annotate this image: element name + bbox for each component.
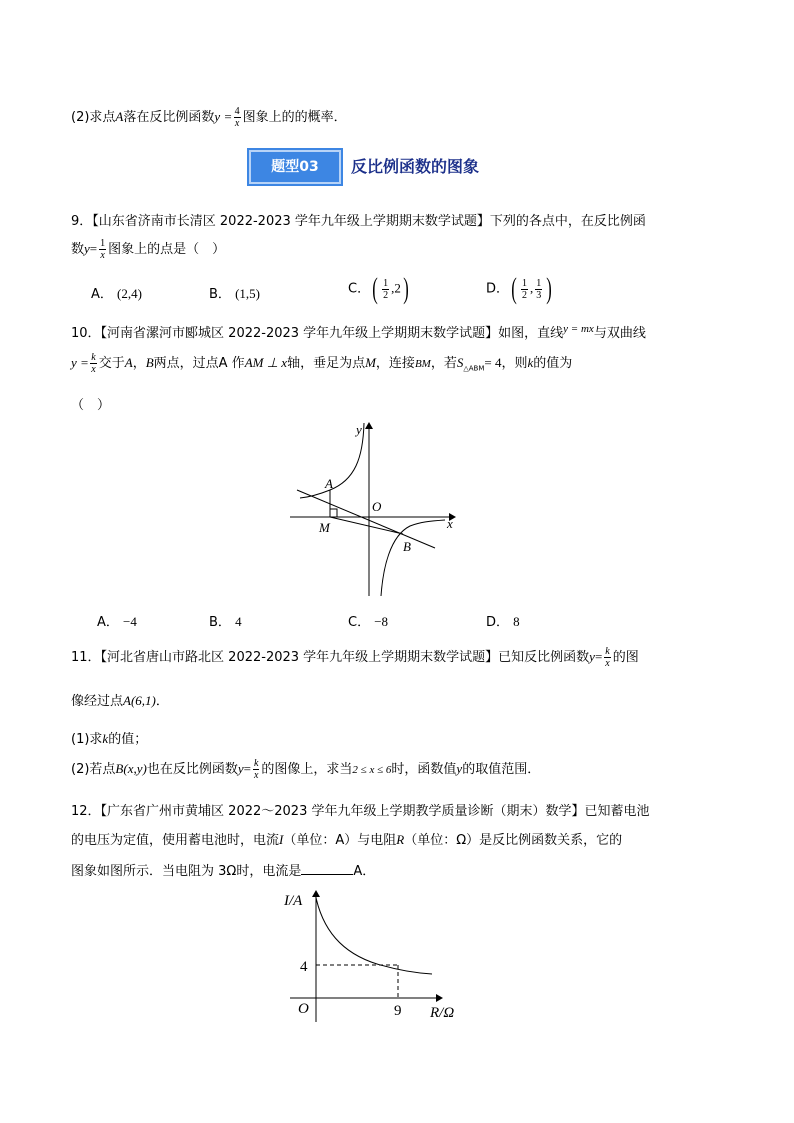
q12-line3-prefix: 图象如图所示．当电阻为 3Ω时，电流是 (71, 864, 302, 879)
q12-line3-suffix: A． (353, 864, 376, 879)
q10-label-x: x (447, 516, 453, 531)
q10-point-m: M (365, 355, 376, 370)
q11-part1-suffix: 的值； (108, 732, 148, 747)
q11-line2 (71, 690, 169, 709)
q9-c-rparen: ) (403, 272, 409, 305)
q8-part2-suffix: 图象上的的概率． (242, 110, 347, 125)
q11-frac-den: x (605, 658, 610, 669)
q9-option-a (91, 283, 142, 302)
q10-option-a (97, 611, 137, 630)
q9-c-den: 2 (383, 289, 389, 301)
q11-part2-suffix: 的取值范围． (462, 762, 541, 777)
q9-d-num2: 1 (536, 277, 542, 289)
q9-option-d: D．( $\frac{1}{2}$ , $\frac{1}{3}$ ) (486, 272, 553, 305)
q11-fraction (604, 646, 610, 669)
q9-d-lparen: ( (511, 272, 517, 305)
q12-line1: 12．【广东省广州市黄埔区 2022～2023 学年九年级上学期教学质量诊断（期末）数学】已知蓄电池 (71, 804, 650, 819)
q9-fraction (99, 238, 106, 261)
q12-curve (315, 893, 432, 974)
q9-d-fraction1 (521, 278, 528, 301)
q10-text5: ，若 (430, 356, 457, 371)
q10-line1 (71, 322, 646, 341)
q11-part2-text: 的图像上，求当 (261, 762, 353, 777)
q8-part2-mid: 落在反比例函数 (123, 110, 215, 125)
q9-option-a-value: (2,4) (117, 286, 142, 301)
q10-label-a: A (325, 476, 333, 491)
q10-fraction (90, 352, 96, 375)
q10-option-d (486, 611, 520, 630)
q11-part1-prefix: (1)求 (71, 732, 103, 747)
q9-line2-suffix: 图象上的点是（ ） (108, 242, 226, 257)
section-badge (249, 150, 341, 184)
q10-func-y: y (71, 355, 77, 370)
q11-frac-num: k (605, 646, 610, 657)
q10-perp: AM ⊥ x (244, 355, 288, 370)
q10-comma: ， (132, 356, 146, 371)
q10-option-a-label: A． (97, 615, 119, 630)
q11-point-b: B(x,y) (115, 761, 147, 776)
q12-label-y-tick: 4 (300, 959, 308, 975)
q10-label-y: y (356, 422, 362, 437)
q10-option-b (209, 611, 242, 630)
q8-eq: = (224, 109, 232, 124)
q9-func-y: y (84, 241, 90, 256)
q9-option-b-label: B． (209, 287, 231, 302)
q10-option-b-label: B． (209, 615, 231, 630)
q9-d-num1: 1 (522, 277, 528, 289)
q10-line-eq: y = mx (563, 323, 594, 335)
q12-line3 (71, 860, 375, 879)
q11-part2-prefix: (2)若点 (71, 762, 116, 777)
q10-point-b: B (145, 355, 154, 370)
q10-option-d-label: D． (486, 615, 510, 630)
q10-text4: ，连接 (375, 356, 415, 371)
q11-part1 (71, 728, 147, 747)
q11-part2 (71, 758, 540, 781)
q10-line-mx (297, 490, 435, 548)
q10-option-c (348, 611, 388, 630)
q10-line3: （ ） (71, 398, 111, 413)
q10-area-s: S (456, 355, 464, 370)
q12-current-i: I (279, 832, 284, 847)
q11-part2-yv: y (456, 761, 463, 776)
q11-part2-fraction (253, 758, 259, 781)
q11-point-a: A(6,1) (123, 693, 156, 708)
q11-part2-eq: = (243, 761, 251, 776)
q9-line2-prefix: 数 (71, 242, 85, 257)
q9-d-fraction2 (535, 278, 542, 301)
q10-area-eq: = 4 (484, 355, 502, 370)
q10-label-o: O (372, 499, 382, 514)
q8-part2 (71, 106, 347, 129)
q9-d-den1: 2 (522, 289, 528, 301)
q8-frac-num: 4 (234, 106, 240, 117)
q8-point-a: A (115, 109, 124, 124)
q9-c-fraction (382, 278, 389, 301)
q10-eq: = (80, 355, 89, 370)
q10-option-a-value: −4 (123, 614, 137, 629)
q10-line1-prefix: 10．【河南省漯河市郾城区 2022-2023 学年九年级上学期期末数学试题】如图，直线 (71, 326, 564, 341)
q10-bm: BM (414, 358, 431, 370)
q10-text7: 的值为 (533, 356, 573, 371)
q8-part2-prefix: (2)求点 (71, 110, 116, 125)
q12-label-ylabel: I/A (284, 893, 303, 909)
q11-part1-k: k (102, 731, 109, 746)
q11-func-y: y (589, 649, 595, 664)
q11-part2-text2: 时，函数值 (391, 762, 457, 777)
q9-option-c-label: C． (348, 281, 371, 297)
q9-frac-num: 1 (100, 238, 106, 249)
q10-text3: 轴，垂足为点 (287, 356, 366, 371)
q10-line2 (71, 352, 572, 375)
q10-option-c-value: −8 (374, 614, 389, 629)
q9-line2 (71, 238, 225, 261)
section-badge-label: 题型03 (271, 159, 319, 175)
q9-option-b (209, 283, 260, 302)
q10-k: k (527, 355, 534, 370)
q9-d-den2: 3 (536, 289, 542, 301)
q10-line1-suffix: 与双曲线 (593, 326, 646, 341)
q9-option-b-value: (1,5) (235, 286, 260, 301)
q10-text2: 两点，过点A 作 (153, 356, 245, 371)
q10-option-c-label: C． (348, 615, 371, 630)
q12-resistance-r: R (396, 832, 405, 847)
q12-label-origin: O (298, 1001, 309, 1017)
q10-frac-num: k (91, 352, 96, 363)
q10-right-angle-mark (330, 509, 337, 517)
q10-text6: ，则 (501, 356, 528, 371)
q9-line1: 9．【山东省济南市长清区 2022-2023 学年九年级上学期期末数学试题】下列的各点中，在反比例函 (71, 214, 646, 229)
q12-line2-prefix: 的电压为定值，使用蓄电池时，电流 (71, 833, 280, 848)
q9-c-num: 1 (383, 277, 389, 289)
section-title: 反比例函数的图象 (351, 157, 480, 176)
q9-option-c: C．( $\frac{1}{2}$ ,2) (348, 272, 409, 305)
q11-line2-suffix: ． (155, 694, 169, 709)
q11-part2-mid: 也在反比例函数 (146, 762, 238, 777)
q11-part2-range: 2 ≤ x ≤ 6 (352, 764, 392, 776)
q12-line2-mid: （单位：A）与电阻 (283, 833, 397, 848)
q12-answer-blank[interactable] (301, 874, 353, 875)
q10-figure (285, 418, 465, 598)
q11-line1-prefix: 11．【河北省唐山市路北区 2022-2023 学年九年级上学期期末数学试题】已知反比例函数 (71, 650, 590, 665)
q9-frac-den: x (100, 250, 105, 261)
q12-line2 (71, 829, 622, 848)
q11-part2-den: x (253, 770, 259, 781)
q12-label-x-tick: 9 (394, 1003, 402, 1019)
q10-option-b-value: 4 (235, 614, 242, 629)
q10-option-d-value: 8 (513, 614, 520, 629)
q11-line1-suffix: 的图 (612, 650, 639, 665)
q11-part2-func-y: y (237, 761, 244, 776)
q12-figure (282, 885, 467, 1025)
q9-option-d-label: D． (486, 281, 510, 297)
q11-eq: = (594, 649, 603, 664)
q10-area-sub: △ABM (463, 364, 485, 373)
q9-d-rparen: ) (546, 272, 553, 305)
q10-label-b: B (403, 539, 411, 554)
q8-func-y: y (214, 109, 221, 124)
q9-c-lparen: ( (372, 272, 378, 305)
q10-point-a: A (124, 355, 133, 370)
q8-fraction (234, 106, 241, 129)
q11-line2-prefix: 像经过点 (71, 694, 124, 709)
q11-line1 (71, 646, 639, 669)
q12-label-xlabel: R/Ω (430, 1005, 455, 1021)
q10-label-m: M (319, 520, 330, 535)
q10-text1: 交于 (98, 356, 125, 371)
q11-part2-num: k (253, 758, 259, 769)
q12-line2-suffix: （单位：Ω）是反比例函数关系，它的 (404, 833, 623, 848)
q9-option-a-label: A． (91, 287, 113, 302)
q8-frac-den: x (234, 118, 240, 129)
q9-eq: = (89, 241, 98, 256)
q9-c-second: 2 (394, 280, 401, 296)
q10-frac-den: x (91, 364, 96, 375)
